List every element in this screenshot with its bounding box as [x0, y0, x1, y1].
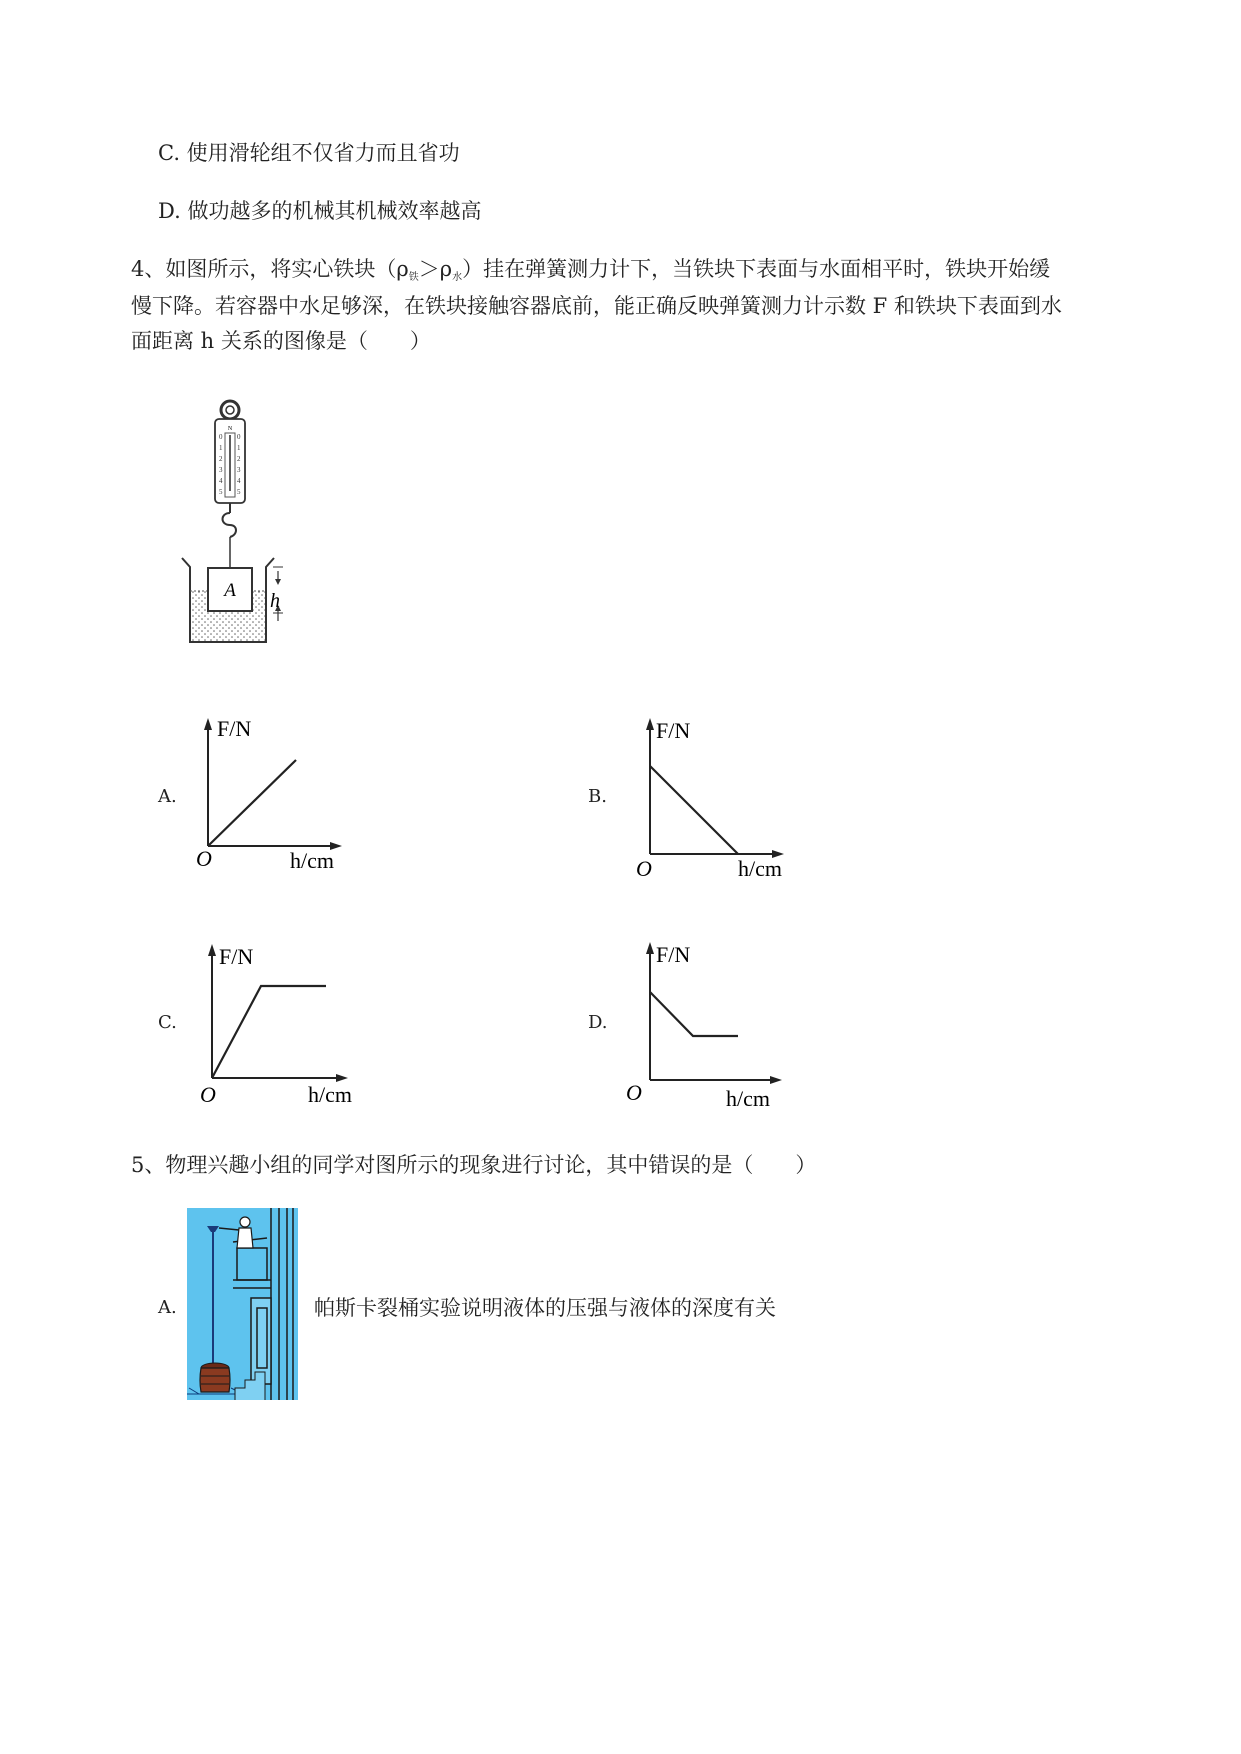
x-axis-label: h/cm [290, 848, 334, 873]
q4-graph-a [190, 712, 360, 882]
block-label: A [224, 580, 236, 601]
q3-option-d: D. 做功越多的机械其机械效率越高 [158, 199, 482, 223]
q4-stem-line3: 面距离 h 关系的图像是（ ） [131, 329, 431, 353]
q4-graph-b [632, 712, 802, 892]
svg-text:5: 5 [219, 488, 223, 496]
svg-text:0: 0 [219, 433, 223, 441]
pascal-barrel-image [187, 1208, 298, 1400]
svg-text:5: 5 [237, 488, 241, 496]
q4-graph-c [192, 938, 367, 1113]
q4-graph-d [626, 936, 805, 1116]
origin-label: O [200, 1082, 216, 1107]
x-axis-label: h/cm [308, 1082, 352, 1107]
q5-option-a-text: 帕斯卡裂桶实验说明液体的压强与液体的深度有关 [314, 1296, 776, 1320]
svg-text:0: 0 [237, 433, 241, 441]
q4-option-b-label: B. [588, 786, 607, 807]
origin-label: O [626, 1080, 642, 1105]
svg-text:3: 3 [219, 466, 223, 474]
q4-stem-line2: 慢下降。若容器中水足够深，在铁块接触容器底前，能正确反映弹簧测力计示数 F 和铁块下表面到水 [131, 294, 1062, 318]
sub-water: 水 [452, 272, 463, 283]
q4-option-c-label: C. [158, 1012, 177, 1033]
origin-label: O [636, 856, 652, 881]
svg-text:2: 2 [219, 455, 223, 463]
q4-option-a-label: A. [158, 786, 177, 807]
svg-text:4: 4 [219, 477, 223, 485]
svg-text:2: 2 [237, 455, 241, 463]
q3-option-c: C. 使用滑轮组不仅省力而且省功 [158, 141, 460, 165]
q4-spring-scale-figure [170, 395, 310, 655]
sub-iron: 铁 [408, 272, 419, 283]
y-axis-label: F/N [217, 716, 252, 741]
svg-text:3: 3 [237, 466, 241, 474]
origin-label: O [196, 846, 212, 871]
q5-stem: 5、物理兴趣小组的同学对图所示的现象进行讨论，其中错误的是（ ） [131, 1153, 817, 1177]
h-label: h [270, 590, 280, 612]
q4-stem-line1: 4、如图所示，将实心铁块$(\rho_铁>\rho_水)$挂在弹簧测力计下，当铁块下表面与水面相平时，铁块开始缓 [131, 257, 1051, 283]
svg-text:4: 4 [237, 477, 241, 485]
y-axis-label: F/N [656, 718, 691, 743]
y-axis-label: F/N [656, 942, 691, 967]
scale-unit: N [227, 426, 233, 432]
q4-option-d-label: D. [588, 1012, 608, 1033]
y-axis-label: F/N [219, 944, 254, 969]
q5-option-a-label: A. [158, 1297, 177, 1318]
svg-text:1: 1 [237, 444, 241, 452]
x-axis-label: h/cm [738, 856, 782, 881]
svg-text:1: 1 [219, 444, 223, 452]
x-axis-label: h/cm [726, 1086, 770, 1111]
